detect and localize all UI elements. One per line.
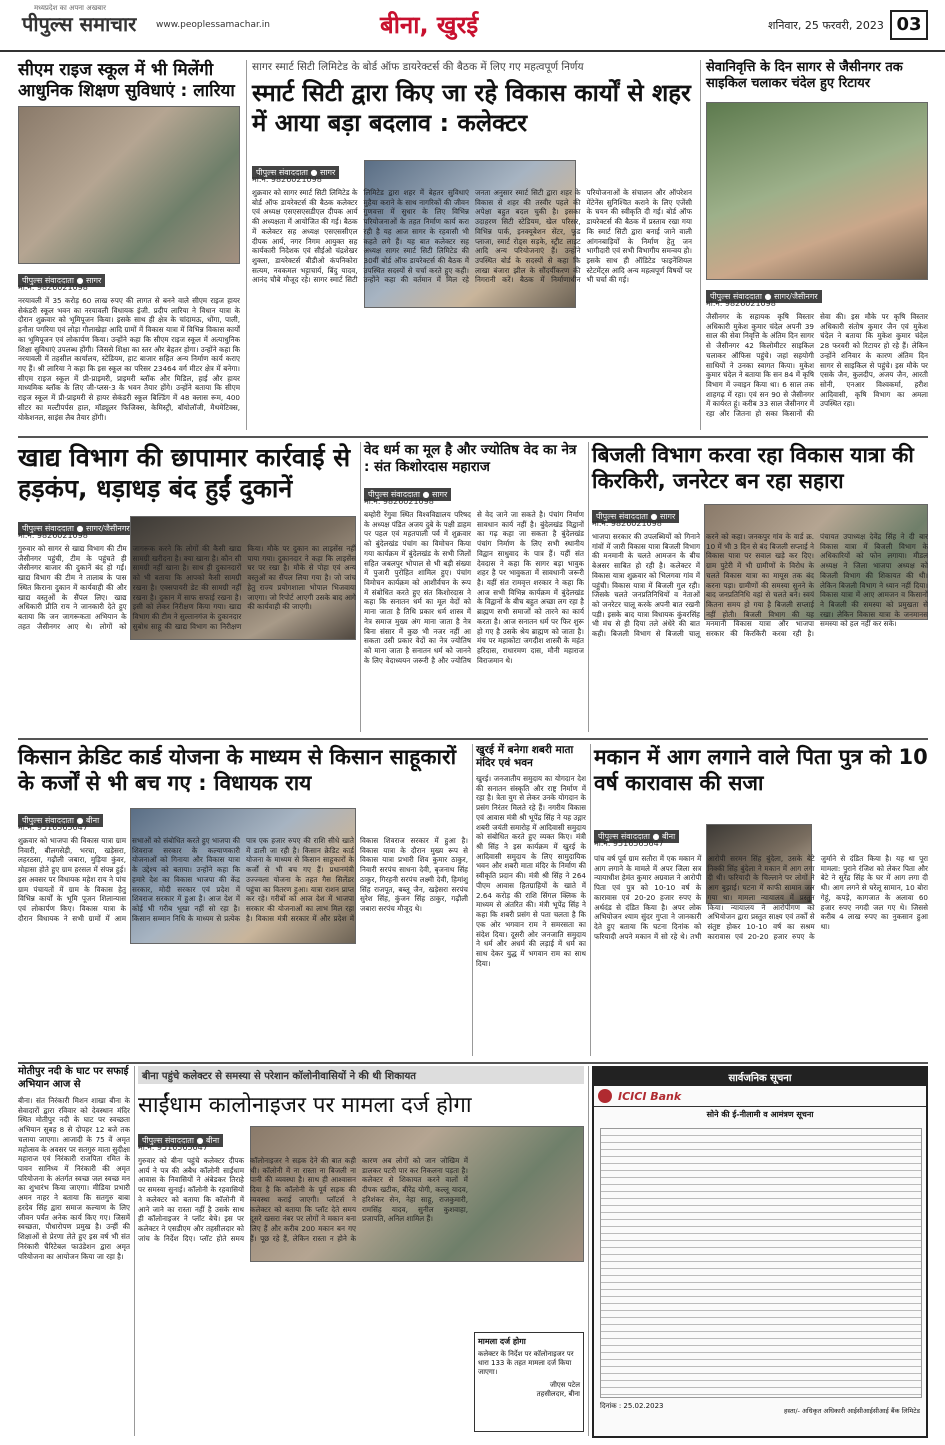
story-photo <box>18 106 240 264</box>
mobile-number: मो.नं. 9826021098 <box>706 299 776 308</box>
mobile-number: मो.नं. 9516565647 <box>138 1143 208 1152</box>
headline: खाद्य विभाग की छापामार कार्रवाई से हड़कंप, धड़ाधड़ बंद हुईं दुकानें <box>18 443 351 504</box>
story-smartcity <box>252 60 692 430</box>
story-body: शुक्रवार को भाजपा की विकास यात्रा ग्राम निवारी, बीलगसेड़ी, भरचा, खड़ेसरा, लहरठसा, गढ़ौली जबारा, मुड़िया कुंवर, मोहासा होते हुए ग्राम हरसल में संपन्न हुई। इस अवसर पर विधायक महेश राय ने पांच ग्राम पंचायतों में ग्राम के विकास हेतु विभिन्न कार्यों के भूमि पूजन शिलान्यास एवं लोकार्पण किए। विकास यात्रा के दौरान विधायक ने सभी ग्रामों में आम सभाओं को संबोधित करते हुए भाजपा की शिवराज सरकार के कल्याणकारी योजनाओं को गिनाया और विकास यात्रा के उद्देश्य को बताया। उन्होंने कहा कि हमारे देश का विकास भाजपा की केंद्र सरकार, मोदी सरकार एवं प्रदेश में शिवराज सरकार में हुआ है। आज देश में कोई भी गरीब भूखा नहीं सो रहा है। किसान सम्मान निधि के माध्यम से प्रत्येक पात्र एक हजार रुपए की राशि सीधे खाते में डाली जा रही है। किसान क्रेडिट कार्ड योजना के माध्यम से किसान साहूकारों के कर्जों से भी बच गए हैं। प्रधानमंत्री उज्ज्वला योजना के तहत गैस सिलेंडर पहुंचा का वितरण हुआ। यात्रा राशन प्राप्त कर रहे। गरीबों को आज देश में भाजपा सरकार की योजनाओं का लाभ मिल रहा है। विकास मंत्री सरकार में और प्रदेश में विकास शिवराज सरकार में हुआ है। विकास यात्रा के दौरान मुख्य रूप से विकास यात्रा प्रभारी शिव कुमार ठाकुर, निवारी सरपंच साधना देवी, बृजनाथ सिंह ठाकुर, गिरहनी सरपंच लक्ष्मी देवी, हिमांशु सिंह राजपूत, बब्लू जैन, खड़ेसरा सरपंच सुरेश सिंह, कुंजन सिंह ठाकुर, गढ़ौली जबारा सरपंच मौजूद थे। <box>18 836 468 923</box>
byline: पीपुल्स संवाददाता ● सागर/जैसीनगर <box>706 290 822 303</box>
notice-header: सार्वजनिक सूचना <box>594 1068 926 1086</box>
info-box <box>474 1332 584 1432</box>
masthead <box>0 0 945 52</box>
headline: स्मार्ट सिटी द्वारा किए जा रहे विकास कार्यों से शहर में आया बड़ा बदलाव : कलेक्टर <box>252 79 691 137</box>
mobile-number: मो.नं. 9516565647 <box>18 823 88 832</box>
headline: वेद धर्म का मूल है और ज्योतिष वेद का नेत्र : संत किशोरदास महाराज <box>364 442 577 475</box>
notice-date: दिनांक : 25.02.2023 <box>600 1402 664 1410</box>
notice-table <box>600 1128 922 1398</box>
story-fire <box>594 744 928 1056</box>
headline: खुरई में बनेगा शबरी माता मंदिर एवं भवन <box>476 744 574 770</box>
byline: पीपुल्स संवाददाता ● सागर <box>592 510 679 523</box>
bank-name: ICICI Bank <box>618 1089 682 1103</box>
story-body: पांच वर्ष पूर्व ग्राम सतौरा में एक मकान में आग लगाने के मामले में अपर जिला सत्र न्यायाधीश हेमंत कुमार अग्रवाल ने आरोपी पिता एवं पुत्र को 10-10 वर्ष के कारावास एवं 20-20 हजार रुपए के अर्थदंड से दंडित किया है। अपर लोक अभियोजन श्याम सुंदर गुप्ता ने जानकारी देते हुए बताया कि घटना दिनांक को फरियादी अपने मकान में सो रहे थे। तभी आरोपी सरमन सिंह बुंदेला, उसके बेटे निक्की सिंह बुंदेला ने मकान में आग लगा दी थी। फरियादी के चिल्लाने पर लोगों ने आग बुझाई। घटना में काफी सामान जल गया था। मामला न्यायालय में प्रस्तुत किया। न्यायालय ने आरोपीगण को अभियोजन द्वारा प्रस्तुत साक्ष्य एवं तर्कों से संतुष्ट होकर 10-10 वर्ष का सश्रम कारावास एवं 20-20 हजार रुपए के जुर्माने से दंडित किया है। यह था पूरा मामला: पुराने रंजिश को लेकर पिता और बेटे ने सुरेंद्र सिंह के घर में आग लगा दी थी। आग लगने से घरेलू सामान, 10 बोरा गेहूं, कपड़े, कागजात के अलावा 60 हजार रुपए नगदी जल गए थे। जिससे करीब 4 लाख रुपए का नुकसान हुआ था। <box>594 854 928 941</box>
mobile-number: मो.नं. 9826021098 <box>18 283 88 292</box>
mobile-number: मो.नं. 9516565647 <box>594 839 664 848</box>
info-box-sign-role: तहसीलदार, बीना <box>536 1390 580 1398</box>
logo-tagline: मध्यप्रदेश का अपना अखबार <box>34 4 106 12</box>
story-body: जैसीनगर के सहायक कृषि विस्तार अधिकारी मुकेश कुमार चंदेल अपनी 39 साल की सेवा निवृत्ति के अंतिम दिन सागर से जैसीनगर 42 किलोमीटर साइकिल चलाकर ऑफिस पहुंचे। जहां सहयोगी साथियों ने उनका स्वागत किया। मुकेश कुमार चंदेल ने बताया कि सन 84 में कृषि विभाग में ज्वाइन किया था। 6 साल तक शाहगढ़ में रहा। एवं सन 90 से जैसीनगर में कार्यरत हूं। करीब 33 साल जैसीनगर में रहा और जितना हो सका किसानों की सेवा की। इस मौके पर कृषि विस्तार अधिकारी संतोष कुमार जैन एवं मुकेश चंदेल ने बताया कि मुकेश कुमार चंदेल 28 फरवरी को रिटायर हो रहे हैं। लेकिन उन्होंने शनिवार के कारण अंतिम दिन सागर से साइकिल से पहुंचे। इस मौके पर एसके जैन, कुलदीप, अजय जैन, आरती सोनी, एनआर विश्वकर्मा, हरीश आदिवासी, कृषि विभाग का अमला उपस्थित रहा। <box>706 312 928 419</box>
story-body: बम्होरी रेंगुवा स्थित विश्वविद्यालय परिषद के अध्यक्ष पंडित अजय दुबे के पक्षी डाहम पर पहल एवं महतपाली पर्व में शुक्रवार को बुंदेलखंड पंचांग का विमोचन किया गया कार्यक्रम में बुंदेलखंड के सभी जिलों सहित जबलपुर भोपाल से भी बड़ी संख्या में पुजारी पुरोहित शामिल हुए। पंचांग विमोचन कार्यक्रम को आशीर्वचन के रूप में संबोधित करते हुए संत किशोरदास ने कहा कि सनातन धर्म का मूल वेदों को माना जाता है तिथि प्रकार धर्म शास्त्र में नेत्र समाज मुख्य अंग माना जाता है नेत्र बिना संसार में कुछ भी नजर नहीं आ सकता उसी प्रकार वेदों का नेत्र ज्योतिष को माना जाता है सनातन धर्म को जानने के लिए वेदाध्ययन जरूरी है और ज्योतिष से वेद जाने जा सकते है। पंचांग निर्माण सावधान कार्य नहीं है। बुंदेलखंड विद्वानों का गढ़ कहा जा सकता है बुंदेलखंड पंचांग निर्माण के लिए सभी स्थानीय विद्वान साधुवाद के पात्र हैं। यहीं संत देवदास ने कहा कि सागर बड़ा भावुक शहर है पर भावुकता में सावधानी जरूरी है। यहीं संत रामवृत्त शरकार ने कहा कि आज सभी विभिन्न कार्यक्रम में बुंदेलखंड के विद्वानों के बीच बहुत अच्छा लग रहा है ब्राह्मण सभी समाजों को तारने का कार्य करता है। आज सनातन धर्म पर फिर शुरू हो गए है उसके श्रेय ब्राह्मण को जाता है। मंच पर महाकोटा जगदीश शास्त्री के महंत हरिदास, राधारमण दास, मौनी महाराज विराजमान थे। <box>364 510 584 665</box>
newspaper-logo: पीपुल्स समाचार <box>22 12 137 36</box>
site-url[interactable]: www.peoplessamachar.in <box>156 20 270 30</box>
headline: सीएम राइज स्कूल में भी मिलेंगी आधुनिक शिक्षण सुविधाएं : लारिया <box>18 60 235 102</box>
edition-title: बीना, खुरई <box>380 11 479 39</box>
byline: पीपुल्स संवाददाता ● बीना <box>594 830 679 843</box>
mobile-number: मो.नं. 9826021098 <box>18 531 88 540</box>
page-number: 03 <box>890 10 928 40</box>
info-box-title: मामला दर्ज होगा <box>478 1337 526 1346</box>
story-shabri <box>476 744 586 1056</box>
byline: पीपुल्स संवाददाता ● सागर/जैसीनगर <box>18 522 134 535</box>
notice-title: सोने की ई-नीलामी व आमंत्रण सूचना <box>706 1110 814 1119</box>
info-box-sign: जीएस पटेल <box>549 1381 580 1389</box>
notice-signature: हस्ता/- अधिकृत अधिकारी आईसीआईसीआई बैंक लिमिटेड <box>783 1407 920 1415</box>
mobile-number: मो.नं. 9826021098 <box>592 519 662 528</box>
mobile-number: मो.नं. 9826021098 <box>364 497 434 506</box>
headline: बिजली विभाग करवा रहा विकास यात्रा की किरकिरी, जनरेटर बन रहा सहारा <box>592 443 914 494</box>
headline: सेवानिवृत्ति के दिन सागर से जैसीनगर तक साइकिल चलाकर चंदेल हुए रिटायर <box>706 60 903 92</box>
story-kcc <box>18 744 468 1056</box>
byline: पीपुल्स संवाददाता ● बीना <box>18 814 103 827</box>
headline: मकान में आग लगाने वाले पिता पुत्र को 10 वर्ष कारावास की सजा <box>594 745 928 796</box>
headline: मोतीपुर नदी के घाट पर सफाई अभियान आज से <box>18 1066 129 1090</box>
issue-date: शनिवार, 25 फरवरी, 2023 <box>768 19 884 32</box>
kicker: बीना पहुंचे कलेक्टर से समस्या से परेशान कॉलोनीवासियों ने की थी शिकायत <box>138 1066 584 1084</box>
kicker: सागर स्मार्ट सिटी लिमिटेड के बोर्ड ऑफ डायरेक्टर्स की बैठक में लिए गए महत्वपूर्ण निर्णय <box>252 61 584 73</box>
story-motijheel <box>18 1066 130 1436</box>
story-body: नरयावली में 35 करोड़ 60 लाख रुपए की लागत से बनने वाले सीएम राइज हायर सेकंडरी स्कूल भवन का नरयावली विधायक इंजी. प्रदीप लारिया ने विधान यात्रा के दौरान शुक्रवार को भूमिपूजन किया। इसके साथ ही क्षेत्र के चांदामऊ, धोंगा, पाली, हनौता पगरिया एवं लोड़ा गौलाखेड़ा आदि ग्रामों में विकास यात्रा में विभिन्न विकास कार्यों का भूमिपूजन एवं लोकार्पण किया। उन्होंने कहा कि सीएम राइज स्कूल में अत्याधुनिक शिक्षा सुविधाएं उपलब्ध होंगी। जिससे शिक्षा का स्तर और बेहतर होगा। उन्होंने कहा कि नरयावली में तहसील कार्यालय, स्टेडियम, हाट बाजार सहित अन्य निर्माण कार्य कराए गए हैं। श्री लारिया ने कहा कि इस स्कूल का परिसर 23464 वर्ग मीटर क्षेत्र में बनेगा। सीएम राइज स्कूल में प्री-प्राइमरी, प्राइमरी ब्लॉक और मिडिल, हाई और हायर माध्यमिक ब्लॉक के लिए जी-प्लस-3 के भवन तैयार होंगे। उन्होंने बताया कि सीएम राइज स्कूल में प्री-प्राइमरी से हायर सेकंडरी स्कूल बिल्डिंग में 48 क्लास रूम, 400 सीटर का मल्टीपर्पस हाल, मॉड्यूलर फिजिक्स, केमिस्ट्री, बॉयोलॉजी, मैथमेटिक्स, योकेशनल, साइंस लैब तैयार होंगी। <box>18 296 240 422</box>
story-vedic <box>364 442 584 732</box>
info-box-body: कलेक्टर के निर्देश पर कॉलोनाइजर पर धारा 133 के तहत मामला दर्ज किया जाएगा। <box>478 1350 574 1376</box>
byline: पीपुल्स संवाददाता ● सागर <box>18 274 105 287</box>
byline: पीपुल्स संवाददाता ● बीना <box>138 1134 223 1147</box>
headline: किसान क्रेडिट कार्ड योजना के माध्यम से किसान साहूकारों के कर्जों से भी बच गए : विधायक राय <box>18 745 457 796</box>
story-foodraid <box>18 442 356 732</box>
story-body: गुरुवार को सागर से खाद्य विभाग की टीम जैसीनगर पहुंची, टीम के पहुंचते ही जैसीनगर बाजार की दुकानें बंद हो गईं। खाद्य विभाग की टीम ने तालाब के पास स्थित किराना दुकान में कार्यवाही की और खाद्य वस्तुओं के सैंपल लिए। खाद्य अधिकारी प्रीति राय ने जानकारी देते हुए बताया कि जन जागरूकता अभियान के तहत जैसीनगर आए थे। लोगों को जागरूक करने कि लोगों की कैसी खाद्य सामग्री खरीदना है। क्या खाना है। कौन सी सामग्री नहीं खाना है। साथ ही दुकानदारों को भी बताया कि आपको कैसी सामग्री रखना है। एक्सपायरी डेट की सामग्री नहीं रखना है। दुकान में साफ सफाई रखना है। इसी को लेकर निरीक्षण किया गया। खाद्य विभाग की टीम ने सुल्तानगंज के दुकानदार सुबोध साहू की खाद्य विभाग का निरीक्षण किया। मौके पर दुकान का लाइसेंस नहीं पाया गया। दुकानदार ने कहा कि लाइसेंस घर पर रखा है। मौके से पोहा एवं अन्य वस्तुओं का सैंपल लिया गया है। जो जांच हेतु राज्य प्रयोगशाला भोपाल भिजवाया जाएगा। जो रिपोर्ट आएगी उसके बाद आगे की कार्यवाही की जाएगी। <box>18 544 356 631</box>
story-saidham <box>138 1066 584 1436</box>
byline: पीपुल्स संवाददाता ● सागर <box>364 488 451 501</box>
story-body: शुक्रवार को सागर स्मार्ट सिटी लिमिटेड के बोर्ड ऑफ डायरेक्टर्स की बैठक कलेक्टर एवं अध्यक्ष एसएसएसडीएल दीपक आर्य की अध्यक्षता में आयोजित की गई। बैठक में कलेक्टर सह अध्यक्ष एसएससीएल दीपक आर्य, नगर निगम आयुक्त सह कार्यकारी निदेशक एवं सीईओ चंद्रशेखर शुक्ला, डायरेक्टर्स बीडीओ कंपनिकोरा सत्यम, नवकमल भट्टाचार्य, बिंदु यादव, आनंद चौबे मौजूद रहे। सागर स्मार्ट सिटी लिमिटेड द्वारा शहर में बेहतर सुविधाएं मुहैया कराने के साथ नागरिकों की जीवन गुणवत्ता में सुधार के लिए विभिन्न परियोजनाओं के तहत निर्माण कार्य करा रही है यह आज सागर के रहवासी भी कहते लगे हैं। यह बात कलेक्टर सह अध्यक्ष सागर स्मार्ट सिटी लिमिटेड की 30वीं बोर्ड ऑफ डायरेक्टर्स की बैठक में उपस्थित सदस्यों से चर्चा करते हुए कही। उन्होंने कहा की वर्तमान में मिल रहे जनता अनुसार स्मार्ट सिटी द्वारा शहर के विकास से शहर की तस्वीर पहले की अपेक्षा बहुत बदल चुकी है। इसका उदाहरण सिटी स्टेडियम, खेल परिसर, विभिन्न पार्क, इनक्यूबेशन सेंटर, फूड प्लाजा, स्मार्ट रोड्स सड़के, स्ट्रीट लाइट आदि अन्य परियोजनाएं हैं। उन्होंने उपस्थित बोर्ड के सदस्यों से कहा कि लाखा बंजारा झील के सौंदर्यीकरण की निगरानी करें। बैठक में निर्माणाधीन परियोजनाओं के संचालन और ऑपरेशन मेंटेनेंस सुनिश्चित कराने के लिए एजेंसी के चयन की स्वीकृति दी गई। बोर्ड ऑफ डायरेक्टर्स की बैठक में प्रस्ताव रखा गया कि स्मार्ट सिटी द्वारा बनाई जाने वाली आंगनबाड़ियों के निर्माण हेतु जन भागीदारी एवं सभी विभागीय समन्वय हो। इसके साथ ही ऑडिटेड फाइनेंशियल स्टेटमेंट्स आदि अन्य महत्वपूर्ण विषयों पर भी चर्चा की गई। <box>252 188 692 285</box>
byline: पीपुल्स संवाददाता ● सागर <box>252 166 339 179</box>
story-body: गुरुवार को बीना पहुंचे कलेक्टर दीपक आर्य ने पत्र की अबैध कॉलोनी साईंधाम आवास के निवासियों ने अंबेडकर तिराहे पर समस्या सुनाई। कॉलोनी के रहवासियों ने कलेक्टर को बताया कि कॉलोनी में आने जाने का रास्ता नहीं है उसके साथ ही कॉलोनाइजर ने प्लॉट बेचे। इस पर कलेक्टर ने एसडीएम और तहसीलदार को जांच के निर्देश दिए। प्लॉट होते समय कॉलोनाइजर ने सड़क देने की बात कही थी। कॉलोनी में ना रास्ता ना बिजली ना पानी की व्यवस्था है। साथ ही आश्वासन दिया है कि कॉलोनी के पूर्व सड़क की व्यवस्था कराई जाएगी। प्लॉटर्स ने कलेक्टर को बताया कि प्लॉट देते समय दूसरे खसरा नंबर पर लोगों ने मकान बना लिए हैं और करीब 200 मकान बन गए हैं। पूछ रहे हैं, लेकिन रास्ता न होने के कारण अब लोगों को जान जोखिम में डालकर पटरी पार कर निकलना पड़ता है। कलेक्टर से शिकायत करने वालों में दीपक खटीक, बीरेंद्र योगी, कल्लू यादव, हरिशंकर सेन, नेहा साहू, राजकुमारी, रामसिंह यादव, सुनील कुशवाहा, प्रजापति, अनिल शामिल हैं। <box>138 1156 468 1243</box>
story-body: बीना। संत निरंकारी मिशन शाखा बीना के सेवादारों द्वारा रविवार को देवस्थान मंदिर स्थित मोतीपुर नदी के घाट पर स्वच्छता अभियान सुबह 8 से दोपहर 12 बजे तक चलाया जाएगा। आजादी के 75 वें अमृत महोत्सव के अवसर पर सतगुरु माता सुदीक्षा महाराज एवं निरंकारी राजपिता रमित के पावन सानिध्य में निरंकारी की अमृत परियोजना के अंतर्गत स्वच्छ जल स्वच्छ मन का शुभारंभ किया जाएगा। मीडिया प्रभारी अमन नाहर ने बताया कि सतगुरु बाबा हरदेव सिंह द्वारा समाज कल्याण के लिए जीवन पर्यंत अनेक कार्य किए गए। जिसमें स्वच्छता, पौधारोपण प्रमुख है। उन्हीं की शिक्षाओं से प्रेरणा लेते हुए इस वर्ष भी संत निरंकारी चैरिटेबल फाउंडेशन द्वारा अमृत परियोजना का आयोजन किया जा रहा है। <box>18 1096 130 1261</box>
story-photo <box>706 102 928 280</box>
mobile-number: मो.नं. 9826021098 <box>252 175 322 184</box>
story-cmrise <box>18 60 240 460</box>
story-electricity <box>592 442 928 732</box>
story-retirement <box>706 60 928 430</box>
headline: साईंधाम कालोनाइजर पर मामला दर्ज होगा <box>138 1093 472 1118</box>
bank-notice <box>592 1066 928 1438</box>
bank-logo-icon <box>598 1089 612 1103</box>
story-body: भाजपा सरकार की उपलब्धियों को गिनाने गांवों में जारी विकास यात्रा बिजली विभाग की मनमानी के चलते आमजन के बीच बेअसर साबित हो रही है। कलेक्टर में विकास यात्रा शुक्रवार को भिलगवा गांव में पहुंची। विकास यात्रा में बिजली गुल रही। जिसके चलते जनप्रतिनिधियों व नेताओं को जनरेटर चालू करके अपनी बात रखनी पड़ी। इसके बाद यात्रा विधायक कुंवरसिंह भी मंच से ही दिया तले अंधेरे की बात कही। बिजली विभाग से बिजली चालू करने को कहा। जनकपुर गांव के वार्ड क्र. 10 में भी 3 दिन से बंद बिजली सप्लाई ने विकास यात्रा पर सवाल खड़े कर दिए। ग्राम पुटेरी में भी ग्रामीणों के विरोध के चलते विकास यात्रा का मायूस तक बंद करना पड़ा। ग्रामीणों की समस्या सुनने के बाद जनप्रतिनिधि वहां से चलते बने। स्वयं कितना समय हो गया है बिजली सप्लाई नहीं होती। बिजली विभाग की यह मनमानी विकास यात्रा और भाजपा सरकार की किरकिरी करवा रही है। पंचायत उपाध्यक्ष देवेंद्र सिंह ने दी बार विकास यात्रा में बिजली विभाग के अधिकारियों को फोन लगाया। मीडल अध्यक्ष ने जिला भाजपा अध्यक्ष को बिजली विभाग की शिकायत की थी। लेकिन बिजली विभाग ने ध्यान नहीं दिया। विकास यात्रा में आए आमजन व किसानों ने बिजली की समस्या को प्रमुखता से रखा। लेकिन विकास यात्रा के जनमानस समस्या को हल नहीं कर सके। <box>592 532 928 639</box>
story-body: खुरई। जनजातीय समुदाय का योगदान देश की सनातन संस्कृति और राष्ट्र निर्माण में रहा है। त्रेता युग से लेकर उनके योगदान के प्रसंग निरंतर मिलते रहे हैं। नगरीय विकास एवं आवास मंत्री श्री भूपेंद्र सिंह ने यह उद्गार शबरी जयंती समारोह में आदिवासी समुदाय को संबोधित करते हुए व्यक्त किए। मंत्री श्री सिंह ने इस कार्यक्रम में खुरई के आदिवासी समुदाय के लिए सामुदायिक भवन और शबरी माता मंदिर के निर्माण की स्वीकृति प्रदान की। मंत्री श्री सिंह ने 264 पीएम आवास हितग्राहियों के खाते में 2.64 करोड़ की राशि सिंगल क्लिक के माध्यम से अंतरित की। मंत्री भूपेंद्र सिंह ने कहा कि शबरी प्रसंग से पता चलता है कि एक ओर भगवान राम ने समरसता का संदेश दिया। दूसरी ओर जनजाति समुदाय ने धर्म और अधर्म की लड़ाई में धर्म का साथ देकर युद्ध में भगवान राम का साथ दिया। <box>476 774 586 968</box>
